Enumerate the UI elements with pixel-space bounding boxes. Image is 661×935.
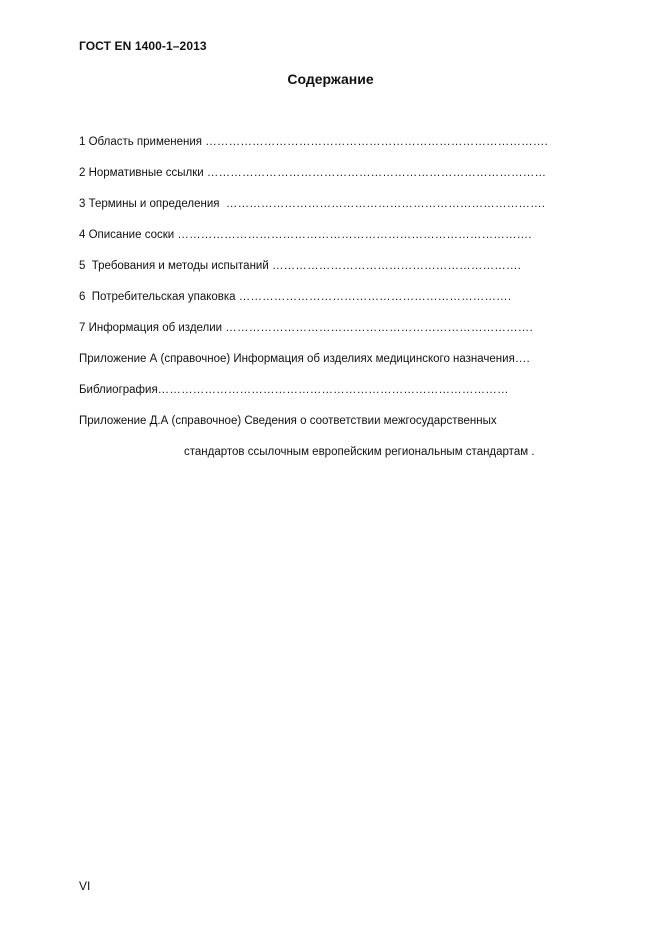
toc-entry[interactable]	[79, 260, 521, 276]
toc-entry[interactable]	[79, 229, 532, 245]
toc-entry-text: 4 Описание соски	[79, 229, 178, 241]
toc-entry[interactable]	[79, 136, 548, 152]
document-id: ГОСТ EN 1400-1–2013	[79, 39, 207, 53]
toc-entry-text: 5 Требования и методы испытаний	[79, 260, 272, 272]
toc-entry-leader: …………………………………………………………………………….	[205, 136, 548, 148]
toc-entry-text: 6 Потребительская упаковка	[79, 291, 239, 303]
toc-entry-leader: …………………………………………………………………….	[225, 322, 533, 334]
toc-entry[interactable]	[79, 167, 546, 183]
toc-entry[interactable]	[79, 415, 497, 431]
toc-entry-continuation: стандартов ссылочным европейским региональным стандартам .	[184, 446, 535, 458]
toc-entry-leader: ……………………………………………………………………………	[206, 167, 547, 179]
toc-entry-text: Библиография	[79, 384, 158, 396]
toc-entry[interactable]	[79, 384, 509, 400]
toc-entry-leader: …………………………………………………………….	[238, 291, 512, 303]
toc-entry-leader: ……………………………………………………….	[271, 260, 522, 272]
toc-entry-text: Приложение А (справочное) Информация об изделиях медицинского назначения	[79, 353, 515, 365]
toc-entry-text: 3 Термины и определения	[79, 198, 226, 210]
toc-entry-leader: ……………………………………………………………………….	[225, 198, 546, 210]
toc-entry-leader: ……………………………………………………………………………….	[177, 229, 532, 241]
toc-entry-text: 7 Информация об изделии	[79, 322, 226, 334]
page-number: VI	[79, 879, 91, 893]
toc-entry[interactable]	[79, 322, 533, 338]
toc-entry[interactable]	[79, 198, 545, 214]
toc-entry-text: 1 Область применения	[79, 136, 206, 148]
toc-entry-leader: ………………………………………………………………………………	[157, 384, 509, 396]
page-title: Содержание	[287, 71, 374, 87]
toc-entry[interactable]	[79, 353, 530, 369]
toc-entry-leader: ….	[514, 353, 530, 365]
toc-entry-text: Приложение Д.А (справочное) Сведения о соответствии межгосударственных	[79, 415, 497, 427]
toc-entry-text: 2 Нормативные ссылки	[79, 167, 207, 179]
toc-entry[interactable]	[79, 291, 511, 307]
